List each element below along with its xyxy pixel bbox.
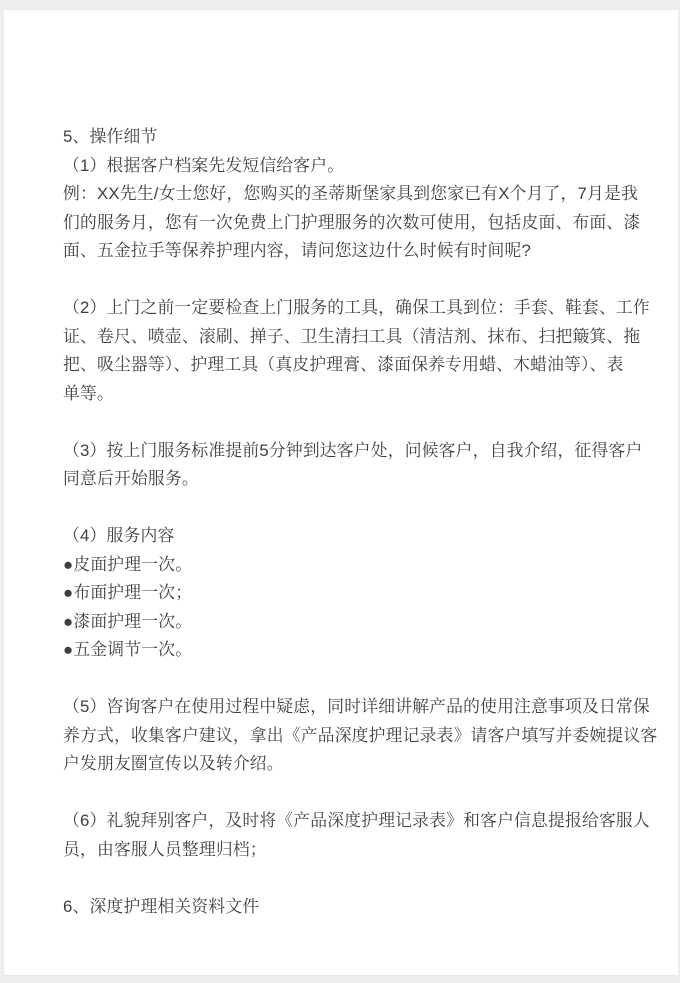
item-3-paragraph (63, 437, 643, 494)
item-2-line-4: 单等。 (63, 383, 114, 403)
item-4-heading: （4）服务内容 (63, 526, 175, 545)
item-5-line-2: 养方式，收集客户建议，拿出《产品深度护理记录表》请客户填写并委婉提议客 (63, 725, 658, 745)
item-1-line-2: 例：XX先生/女士您好，您购买的圣蒂斯堡家具到您家已有X个月了，7月是我 (63, 184, 638, 203)
section-5-block (63, 123, 641, 266)
section-6-block (63, 893, 626, 922)
item-2-line-2: 证、卷尺、喷壶、滚刷、掸子、卫生清扫工具（清洁剂、抹布、扫把簸箕、拖 (63, 326, 641, 346)
section-5-heading: 5、操作细节 (63, 127, 158, 146)
document-page (4, 10, 678, 975)
item-5-paragraph (63, 693, 658, 779)
item-6-line-1: （6）礼貌拜别客户，及时将《产品深度护理记录表》和客户信息提报给客服人 (63, 811, 650, 830)
bullet-item-leather: ●皮面护理一次。 (63, 554, 193, 574)
item-3-line-1: （3）按上门服务标准提前5分钟到达客户处，问候客户，自我介绍，征得客户 (63, 440, 643, 460)
item-3-line-2: 同意后开始服务。 (63, 469, 199, 488)
item-1-line-3: 们的服务月，您有一次免费上门护理服务的次数可使用，包括皮面、布面、漆 (63, 212, 641, 232)
item-2-paragraph (63, 294, 650, 408)
item-4-paragraph (63, 522, 626, 665)
item-1-line-1: （1）根据客户档案先发短信给客户。 (63, 155, 345, 175)
document-body (4, 10, 678, 921)
bullet-item-hardware: ●五金调节一次。 (63, 640, 193, 659)
item-2-line-1: （2）上门之前一定要检查上门服务的工具，确保工具到位：手套、鞋套、工作 (63, 298, 650, 317)
bullet-item-fabric: ●布面护理一次； (63, 583, 193, 602)
item-5-line-3: 户发朋友圈宣传以及转介绍。 (63, 754, 284, 773)
section-6-heading: 6、深度护理相关资料文件 (63, 896, 260, 916)
bullet-item-paint: ●漆面护理一次。 (63, 611, 193, 631)
item-5-line-1: （5）咨询客户在使用过程中疑虑，同时详细讲解产品的使用注意事项及日常保 (63, 697, 650, 716)
item-6-line-2: 员，由客服人员整理归档； (63, 839, 267, 859)
item-6-paragraph (63, 807, 650, 864)
item-1-line-4: 面、五金拉手等保养护理内容，请问您这边什么时候有时间呢? (63, 241, 532, 260)
item-2-line-3: 把、吸尘器等）、护理工具（真皮护理膏、漆面保养专用蜡、木蜡油等）、表 (63, 355, 624, 374)
